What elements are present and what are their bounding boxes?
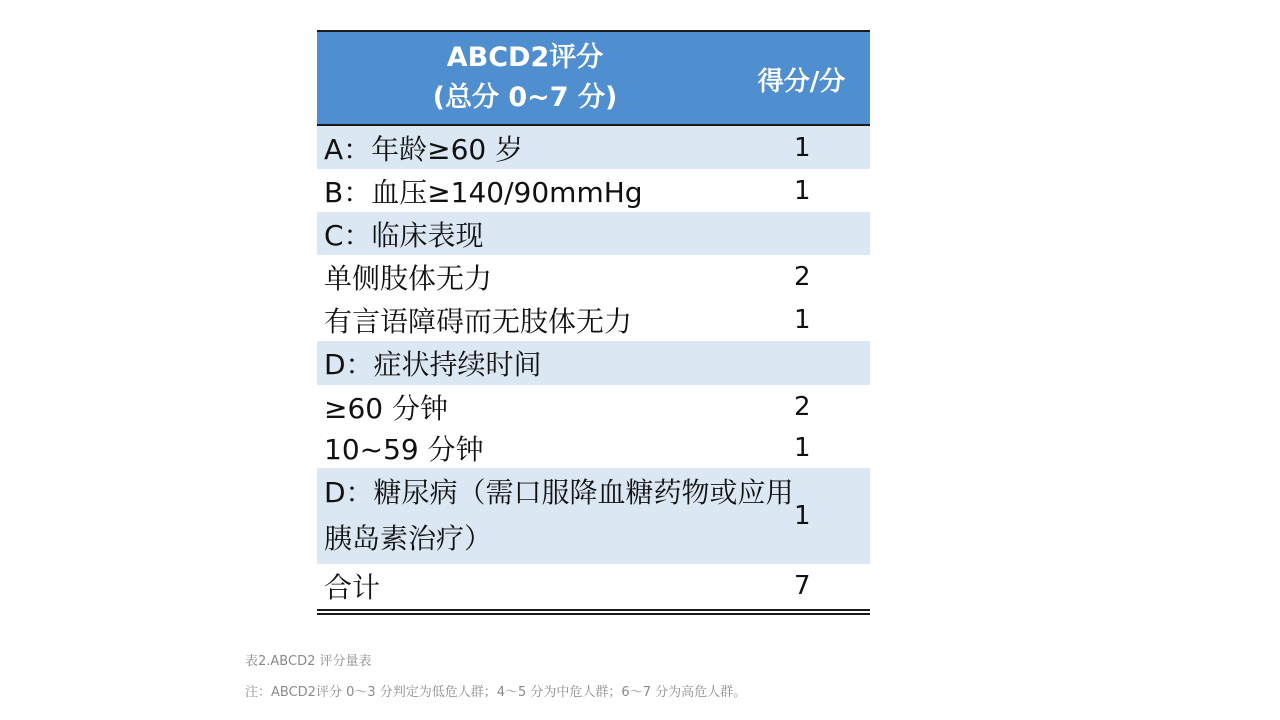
row-label: 10~59 分钟 — [324, 433, 484, 466]
row-label: ≥60 分钟 — [324, 391, 448, 425]
header-subtitle: (总分 0~7 分) — [432, 82, 618, 113]
row-label: 单侧肢体无力 — [324, 261, 493, 295]
row-score: 2 — [794, 391, 811, 422]
table-row — [317, 341, 870, 385]
row-label: D：症状持续时间 — [324, 348, 542, 381]
table-row-total — [317, 564, 870, 608]
row-label: 合计 — [324, 571, 381, 604]
row-score: 1 — [794, 433, 811, 463]
table-row — [317, 169, 870, 212]
row-label: B：血压≥140/90mmHg — [324, 175, 643, 209]
header-score-cell: 得分/分 — [757, 66, 846, 97]
row-label: 有言语障碍而无肢体无力 — [324, 304, 633, 338]
row-label: A：年龄≥60 岁 — [324, 132, 524, 166]
table-row — [317, 385, 870, 428]
row-score: 1 — [794, 175, 811, 206]
table-caption: 表2.ABCD2 评分量表 — [245, 654, 372, 669]
abcd2-score-table — [317, 30, 870, 615]
row-score: 2 — [794, 261, 811, 292]
table-bottom-double-rule — [317, 609, 870, 615]
table-row — [317, 212, 870, 255]
row-label: C：临床表现 — [324, 218, 484, 252]
row-score: 1 — [794, 304, 811, 335]
row-score: 7 — [794, 571, 811, 601]
row-score: 1 — [794, 132, 811, 163]
table-row — [317, 255, 870, 298]
table-row — [317, 428, 870, 468]
table-row — [317, 126, 870, 169]
table-row — [317, 298, 870, 341]
row-label: D：糖尿病（需口服降血糖药物或应用胰岛素治疗） — [324, 476, 794, 555]
row-score: 1 — [794, 501, 811, 531]
header-title: ABCD2评分 — [446, 42, 604, 73]
table-row — [317, 468, 870, 564]
header-criteria-cell — [317, 32, 733, 124]
table-note: 注：ABCD2评分 0～3 分判定为低危人群；4～5 分为中危人群；6～7 分为高危人群。 — [245, 685, 747, 700]
table-header — [317, 32, 870, 126]
